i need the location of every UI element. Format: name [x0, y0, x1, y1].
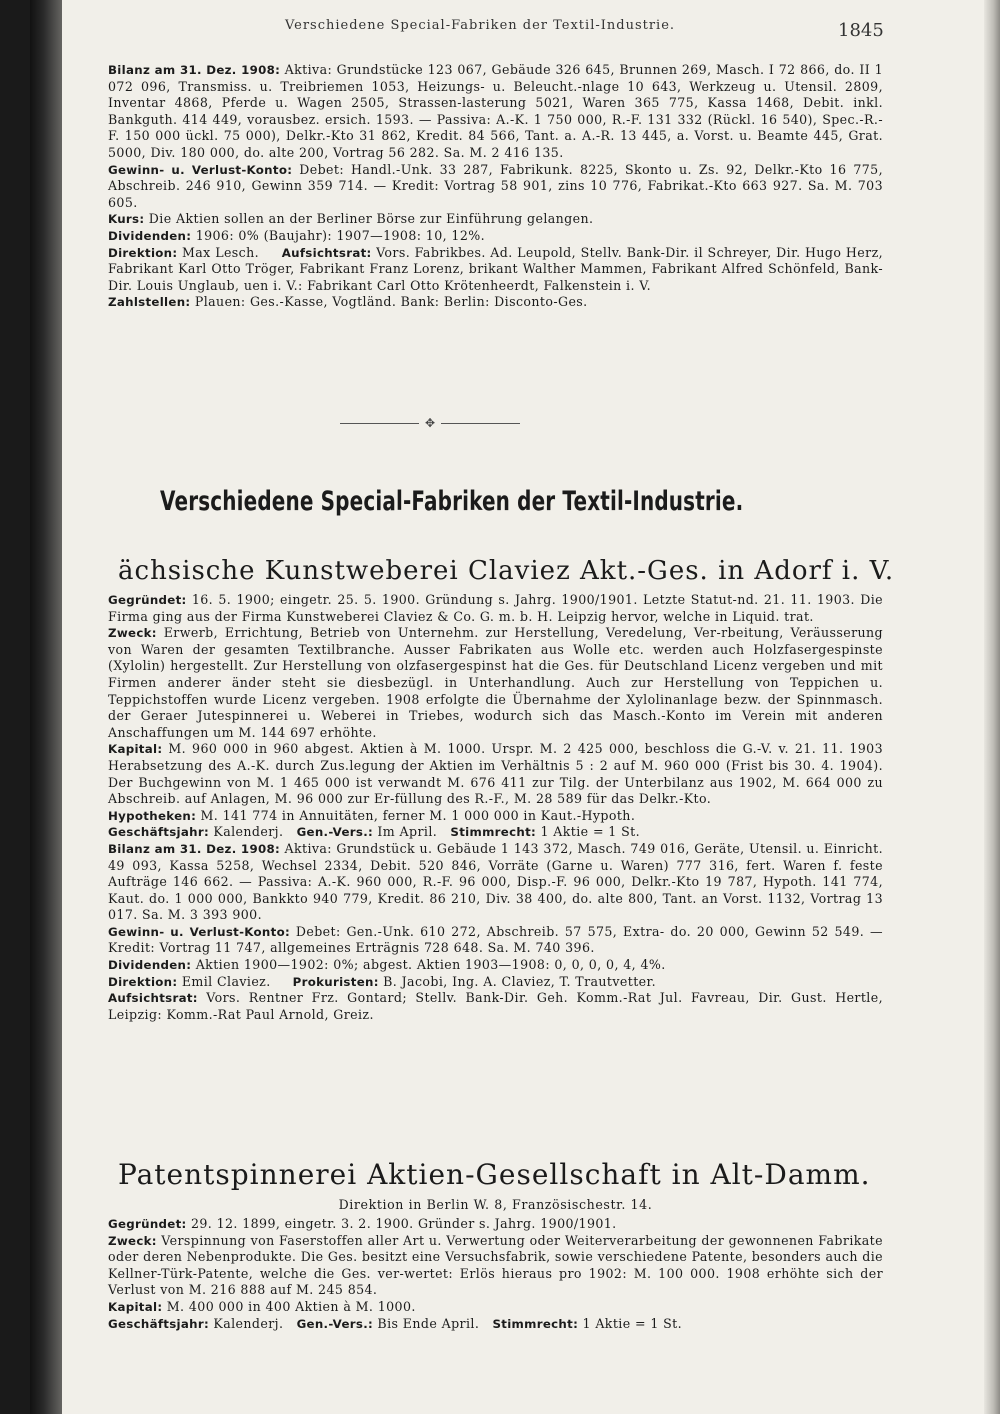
- previous-entry-continuation: [108, 62, 883, 311]
- bilanz-paragraph: [108, 62, 883, 162]
- dividenden-text: 1906: 0% (Baujahr): 1907—1908: 10, 12%.: [195, 227, 486, 243]
- kurs-text: Die Aktien sollen an der Berliner Börse zur Einführung gelangen.: [148, 211, 594, 227]
- bilanz-paragraph: [108, 841, 883, 924]
- gen-vers-text: Im April.: [377, 824, 438, 840]
- aufsichtsrat-text: Vors. Fabrikbes. Ad. Leupold, Stellv. Bank-Dir. il Schreyer, Dir. Hugo Herz, Fabrikant Karl Otto Tröger, Fabrikant Franz Lorenz, brikant Walther Mammen, Fabrikant Alfred Schönfeld, Bank-Dir. Louis Unglaub, uen i. V.: Fabrikant Carl Otto Krötenheerdt, Falkenstein i. V.: [108, 244, 884, 293]
- prokuristen-text: B. Jacobi, Ing. A. Claviez, T. Trautvetter.: [383, 973, 656, 989]
- geschaeftsjahr-text: Kalenderj.: [213, 824, 284, 840]
- direktion-paragraph: [108, 245, 883, 295]
- aufsichtsrat-text: Vors. Rentner Frz. Gontard; Stellv. Bank-Dir. Geh. Komm.-Rat Jul. Favreau, Dir. Gust. Hertle, Leipzig: Komm.-Rat Paul Arnold, Greiz.: [108, 990, 883, 1022]
- prokuristen-label: Prokuristen:: [292, 974, 379, 989]
- direktion-text: Max Lesch.: [181, 244, 260, 260]
- gen-vers-text: Bis Ende April.: [377, 1315, 480, 1331]
- dividenden-paragraph: [108, 228, 883, 245]
- geschaeftsjahr-label: Geschäftsjahr:: [108, 825, 209, 840]
- geschaeftsjahr-text: Kalenderj.: [213, 1315, 284, 1331]
- zweck-label: Zweck:: [108, 1233, 157, 1248]
- zweck-label: Zweck:: [108, 626, 157, 641]
- kurs-label: Kurs:: [108, 212, 145, 227]
- book-gutter-shadow: [30, 0, 64, 1414]
- kapital-label: Kapital:: [108, 742, 163, 757]
- company-entry-patentspinnerei: [108, 1158, 883, 1332]
- geschaeftsjahr-label: Geschäftsjahr:: [108, 1316, 209, 1331]
- geschaeftsjahr-paragraph: [108, 1316, 883, 1333]
- stimmrecht-label: Stimmrecht:: [492, 1316, 579, 1331]
- section-title: Verschiedene Special-Fabriken der Textil-Industrie.: [160, 486, 744, 517]
- aufsichtsrat-paragraph: [108, 990, 883, 1023]
- company-title: ächsische Kunstweberei Claviez Akt.-Ges. in Adorf i. V.: [118, 556, 895, 586]
- divider-line-right: [441, 423, 520, 424]
- kapital-label: Kapital:: [108, 1299, 163, 1314]
- hypotheken-paragraph: [108, 808, 883, 825]
- section-divider: [340, 416, 520, 430]
- gewinn-verlust-paragraph: [108, 162, 883, 212]
- kapital-text: M. 960 000 in 960 abgest. Aktien à M. 1000. Urspr. M. 2 425 000, beschloss die G.-V. v. 21. 11. 1903 Herabsetzung des A.-K. durch Zus.legung der Aktien im Verhältnis 5 : 2 auf M. 960 000 (Frist bis 30. 4. 1904). Der Buchgewinn von M. 1 465 000 ist verwandt M. 676 411 zur Tilg. der Unterbilanz aus 1902, M. 664 000 zu Abschreib. auf Anlagen, M. 96 000 zur Er-füllung des R.-F., M. 28 589 für das Delkr.-Kto.: [108, 741, 883, 807]
- direktion-paragraph: [108, 974, 883, 991]
- kapital-text: M. 400 000 in 400 Aktien à M. 1000.: [166, 1298, 416, 1314]
- stimmrecht-text: 1 Aktie = 1 St.: [540, 824, 641, 840]
- kurs-paragraph: [108, 211, 883, 228]
- gegruendet-text: 29. 12. 1899, eingetr. 3. 2. 1900. Gründer s. Jahrg. 1900/1901.: [190, 1216, 617, 1231]
- gewinn-verlust-paragraph: [108, 924, 883, 957]
- running-header: Verschiedene Special-Fabriken der Textil-Industrie.: [284, 18, 676, 33]
- gen-vers-label: Gen.-Vers.:: [296, 1316, 374, 1331]
- hypotheken-label: Hypotheken:: [108, 808, 197, 823]
- divider-line-left: [340, 423, 419, 424]
- gegruendet-paragraph: [108, 592, 883, 625]
- stimmrecht-text: 1 Aktie = 1 St.: [582, 1315, 683, 1331]
- direktion-text: Emil Claviez.: [181, 973, 271, 989]
- gen-vers-label: Gen.-Vers.:: [296, 825, 374, 840]
- dividenden-label: Dividenden:: [108, 228, 192, 243]
- zahlstellen-label: Zahlstellen:: [108, 295, 191, 310]
- page-number: 1845: [838, 20, 884, 41]
- aufsichtsrat-label: Aufsichtsrat:: [281, 245, 372, 260]
- kapital-paragraph: [108, 741, 883, 807]
- gegruendet-label: Gegründet:: [108, 593, 187, 607]
- gegruendet-paragraph: [108, 1216, 883, 1233]
- zahlstellen-paragraph: [108, 294, 883, 311]
- direktion-label: Direktion:: [108, 245, 178, 260]
- divider-ornament-icon: ✥: [424, 416, 436, 430]
- gewinn-verlust-label: Gewinn- u. Verlust-Konto:: [108, 924, 290, 939]
- company-title: Patentspinnerei Aktien-Gesellschaft in Alt-Damm.: [118, 1158, 871, 1191]
- dividenden-paragraph: [108, 957, 883, 974]
- hypotheken-text: M. 141 774 in Annuitäten, ferner M. 1 000 000 in Kaut.-Hypoth.: [200, 807, 636, 823]
- company-entry-claviez: [108, 556, 895, 1023]
- kapital-paragraph: [108, 1299, 883, 1316]
- zahlstellen-text: Plauen: Ges.-Kasse, Vogtländ. Bank: Berlin: Disconto-Ges.: [194, 294, 588, 310]
- gegruendet-text: 16. 5. 1900; eingetr. 25. 5. 1900. Gründung s. Jahrg. 1900/1901. Letzte Statut-nd. 21. 11. 1903. Die Firma ging aus der Firma Kunstweberei Claviez & Co. G. m. b. H. Leipzig hervor, welche in Liquid. trat.: [108, 592, 884, 624]
- zweck-text: Verspinnung von Faserstoffen aller Art u. Verwertung oder Weiterverarbeitung der gewonnenen Fabrikate oder deren Nebenprodukte. Die Ges. besitzt eine Versuchsfabrik, sowie verschiedene Patente, besonders auch die Kellner-Türk-Patente, welche die Ges. ver-wertet: Erlös hieraus pro 1902: M. 100 000. 1908 erhöhte sich der Verlust von M. 216 888 auf M. 245 854.: [108, 1232, 883, 1298]
- geschaeftsjahr-paragraph: [108, 824, 883, 841]
- bilanz-label: Bilanz am 31. Dez. 1908:: [108, 841, 280, 856]
- company-subline: Direktion in Berlin W. 8, Französischestr. 14.: [338, 1197, 653, 1212]
- bilanz-label: Bilanz am 31. Dez. 1908:: [108, 63, 281, 77]
- zweck-text: Erwerb, Errichtung, Betrieb von Unternehm. zur Herstellung, Veredelung, Ver-rbeitung, Veräusserung von Waren der gesamten Textilbranche. Ausser Fabrikaten aus Wolle etc. werden auch Holzfasergespinste (Xylolin) hergestellt. Zur Herstellung von olzfasergespinst hat die Ges. für Deutschland Licenz vergeben und mit Firmen anderer änder steht sie diesbezügl. in Unterhandlung. Auch zur Herstellung von Teppichen u. Teppichstoffen wurde Licenz vergeben. 1908 erfolgte die Übernahme der Xylolinanlage bezw. der Spinnmasch. der Geraer Jutespinnerei u. Weberei in Triebes, wodurch sich das Masch.-Konto im Verein mit anderen Anschaffungen um M. 144 697 erhöhte.: [108, 625, 883, 740]
- dividenden-label: Dividenden:: [108, 958, 192, 973]
- page-edge: [984, 0, 1000, 1414]
- gewinn-verlust-text: Debet: Handl.-Unk. 33 287, Fabrikunk. 8225, Skonto u. Zs. 92, Delkr.-Kto 16 775, Abschreib. 246 910, Gewinn 359 714. — Kredit: Vortrag 58 901, zins 10 776, Fabrikat.-Kto 663 927. Sa. M. 703 605.: [108, 161, 883, 210]
- gegruendet-label: Gegründet:: [108, 1217, 187, 1231]
- direktion-label: Direktion:: [108, 974, 178, 989]
- gewinn-verlust-text: Debet: Gen.-Unk. 610 272, Abschreib. 57 575, Extra- do. 20 000, Gewinn 52 549. — Kredit: Vortrag 11 747, allgemeines Erträgnis 728 648. Sa. M. 740 396.: [108, 923, 883, 956]
- zweck-paragraph: [108, 1233, 883, 1299]
- stimmrecht-label: Stimmrecht:: [450, 825, 537, 840]
- dividenden-text: Aktien 1900—1902: 0%; abgest. Aktien 1903—1908: 0, 0, 0, 0, 4, 4%.: [195, 957, 666, 973]
- bilanz-text: Aktiva: Grundstück u. Gebäude 1 143 372, Masch. 749 016, Geräte, Utensil. u. Einricht. 49 093, Kassa 5258, Wechsel 2334, Debit. 520 846, Vorräte (Garne u. Waren) 777 316, fert. Waren f. feste Aufträge 146 662. — Passiva: A.-K. 960 000, R.-F. 96 000, Disp.-F. 96 000, Delkr.-Kto 19 787, Hypoth. 141 774, Kaut. do. 1 000 000, Bankkto 940 779, Kredit. 86 210, Div. 38 400, do. alte 800, Tant. an Vorst. 1132, Vortrag 13 017. Sa. M. 3 393 900.: [108, 840, 884, 923]
- bilanz-text: Aktiva: Grundstücke 123 067, Gebäude 326 645, Brunnen 269, Masch. I 72 866, do. II 1 072 096, Transmiss. u. Treibriemen 1053, Heizungs- u. Beleucht.-nlage 10 643, Werkzeug u. Utensil. 2809, Inventar 4868, Pferde u. Wagen 2505, Strassen-lasterung 5021, Waren 365 775, Kassa 1468, Debit. inkl. Bankguth. 414 449, vorausbez. ersich. 1593. — Passiva: A.-K. 1 750 000, R.-F. 131 332 (Rückl. 16 540), Spec.-R.-F. 150 000 ückl. 75 000), Delkr.-Kto 31 862, Kredit. 84 566, Tant. a. A.-R. 13 445, a. Vorst. u. Beamte 445, Grat. 5000, Div. 180 000, do. alte 200, Vortrag 56 282. Sa. M. 2 416 135.: [108, 62, 883, 160]
- gewinn-verlust-label: Gewinn- u. Verlust-Konto:: [108, 162, 293, 177]
- aufsichtsrat-label: Aufsichtsrat:: [108, 991, 198, 1006]
- zweck-paragraph: [108, 625, 883, 741]
